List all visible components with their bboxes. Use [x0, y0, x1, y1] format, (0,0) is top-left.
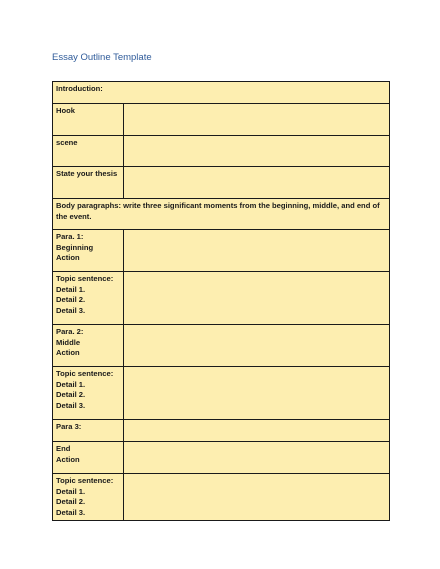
para1-beginning: Beginning: [56, 242, 94, 252]
topic2-sentence: Topic sentence:: [56, 369, 114, 378]
body-paragraphs-cell[interactable]: [53, 199, 390, 230]
scene-label: scene: [56, 138, 78, 147]
topic2-label-cell: [53, 367, 124, 420]
para3-entry-cell[interactable]: [124, 420, 390, 442]
essay-outline-table: [52, 81, 390, 521]
topic1-entry-cell[interactable]: [124, 272, 390, 325]
para2-middle: Middle: [56, 337, 81, 347]
topic3-sentence: Topic sentence:: [56, 476, 114, 485]
topic2-detail-3: Detail 3.: [56, 400, 86, 410]
topic1-detail-1: Detail 1.: [56, 284, 86, 294]
row-para2: [53, 325, 390, 367]
topic3-entry-cell[interactable]: [124, 474, 390, 521]
row-topic3: [53, 474, 390, 521]
para2-label-cell: [53, 325, 124, 367]
para2-entry-cell[interactable]: [124, 325, 390, 367]
topic2-entry-cell[interactable]: [124, 367, 390, 420]
document-title: Essay Outline Template: [52, 52, 152, 63]
scene-entry-cell[interactable]: [124, 136, 390, 167]
introduction-cell[interactable]: [53, 82, 390, 104]
body-paragraphs-instruction: Body paragraphs: write three significant moments from the beginning, middle, and end of the event.: [56, 201, 380, 221]
end-action: Action: [56, 454, 80, 464]
topic2-detail-1: Detail 1.: [56, 379, 86, 389]
thesis-label: State your thesis: [56, 169, 118, 178]
introduction-label: Introduction:: [56, 84, 103, 93]
topic1-detail-3: Detail 3.: [56, 305, 86, 315]
para2-action: Action: [56, 348, 80, 357]
row-scene: [53, 136, 390, 167]
end-entry-cell[interactable]: [124, 442, 390, 474]
topic1-label-cell: [53, 272, 124, 325]
para3-heading: Para 3:: [56, 422, 82, 431]
para1-heading: Para. 1:: [56, 232, 84, 241]
row-end: [53, 442, 390, 474]
topic3-detail-1: Detail 1.: [56, 486, 86, 496]
topic3-label-cell: [53, 474, 124, 521]
topic2-detail-2: Detail 2.: [56, 390, 86, 399]
row-thesis: [53, 167, 390, 199]
hook-label-cell: [53, 104, 124, 136]
row-topic1: [53, 272, 390, 325]
para2-heading: Para. 2:: [56, 327, 84, 336]
row-para3: [53, 420, 390, 442]
para1-action: Action: [56, 253, 80, 262]
end-heading: End: [56, 444, 71, 453]
topic1-detail-2: Detail 2.: [56, 295, 86, 304]
topic1-sentence: Topic sentence:: [56, 274, 114, 283]
hook-entry-cell[interactable]: [124, 104, 390, 136]
row-hook: [53, 104, 390, 136]
row-topic2: [53, 367, 390, 420]
topic3-detail-3: Detail 3.: [56, 507, 86, 517]
para3-label-cell: [53, 420, 124, 442]
thesis-entry-cell[interactable]: [124, 167, 390, 199]
row-body-paragraphs: [53, 199, 390, 230]
scene-label-cell: [53, 136, 124, 167]
para1-entry-cell[interactable]: [124, 230, 390, 272]
row-para1: [53, 230, 390, 272]
hook-label: Hook: [56, 106, 75, 115]
para1-label-cell: [53, 230, 124, 272]
end-label-cell: [53, 442, 124, 474]
row-introduction: [53, 82, 390, 104]
topic3-detail-2: Detail 2.: [56, 497, 86, 506]
thesis-label-cell: [53, 167, 124, 199]
